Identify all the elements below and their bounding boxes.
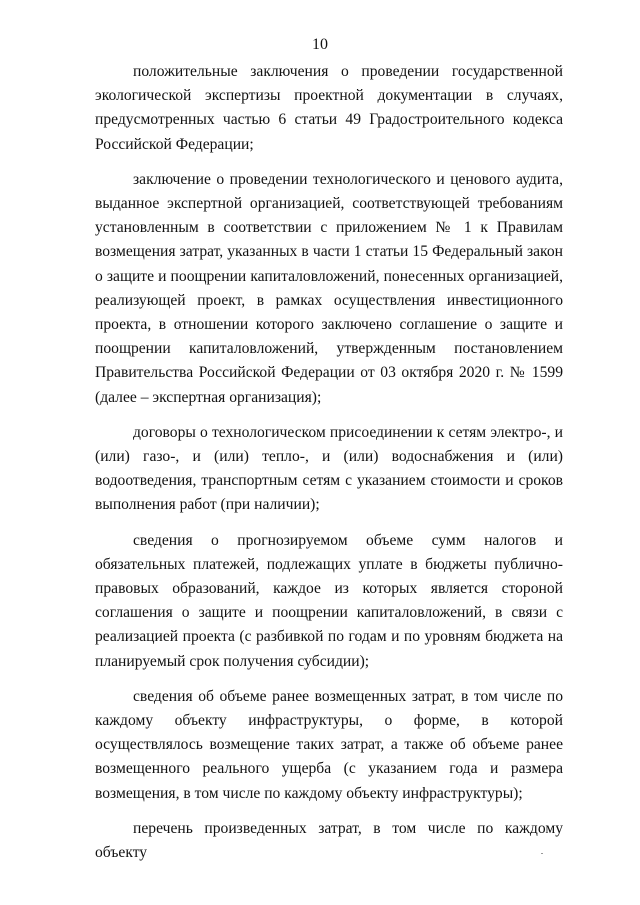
paragraph-reimbursed-costs: сведения об объеме ранее возмещенных затрат, в том числе по каждому объекту инфраструктуры, о форме, в которой осуществлялось возмещение таких затрат, а также об объеме ранее возмещенного реального ущерба (с указанием года и размера возмещения, в том числе по каждому объекту инфраструктуры); — [95, 687, 563, 802]
paragraph-costs-list: перечень произведенных затрат, в том числе по каждому объекту — [95, 819, 563, 862]
paragraph-connection-contracts: договоры о технологическом присоединении к сетям электро-, и (или) газо-, и (или) тепло-, и (или) водоснабжения и (или) водоотведения, транспортным сетям с указанием стоимости и сроков выполнения работ (при наличии); — [95, 423, 563, 514]
document-body — [95, 60, 563, 865]
paragraph-environmental-expertise: положительные заключения о проведении государственной экологической экспертизы проектной документации в случаях, предусмотренных частью 6 статьи 49 Градостроительного кодекса Российской Федерации; — [95, 63, 563, 153]
page-number: 10 — [312, 36, 328, 53]
paragraph-forecast-taxes: сведения о прогнозируемом объеме сумм налогов и обязательных платежей, подлежащих уплате в бюджеты публично-правовых образований, каждое из которых является стороной соглашения о защите и поощрении капиталовложений, в связи с реализацией проекта (с разбивкой по годам и по уровням бюджета на планируемый срок получения субсидии); — [95, 531, 563, 670]
paragraph-technology-audit: заключение о проведении технологического и ценового аудита, выданное экспертной организацией, соответствующей требованиям установленным в соответствии с приложением № 1 к Правилам возмещения затрат, указанных в части 1 статьи 15 Федеральный закон о защите и поощрении капиталовложений, понесенных организацией, реализующей проект, в рамках осуществления инвестиционного проекта, в отношении которого заключено соглашение о защите и поощрении капиталовложений, утвержденным постановлением Правительства Российской Федерации от 03 октября 2020 г. № 1599 (далее – экспертная организация); — [95, 170, 563, 406]
scan-speck — [541, 853, 543, 854]
